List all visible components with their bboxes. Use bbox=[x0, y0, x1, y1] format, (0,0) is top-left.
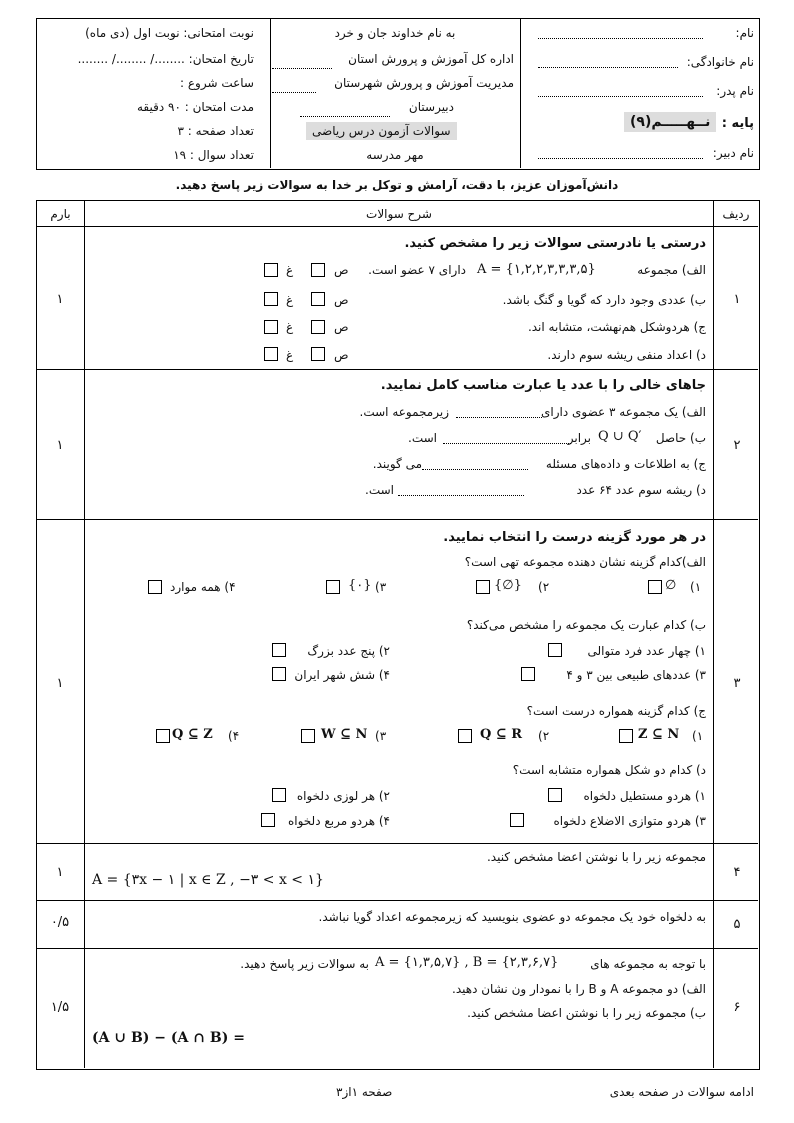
exam-question-count: تعداد سوال : ۱۹ bbox=[173, 148, 254, 162]
q3-a-opt4: ۴) همه موارد bbox=[170, 580, 236, 594]
q3-b-question: ب) کدام عبارت یک مجموعه را مشخص می‌کند؟ bbox=[466, 618, 706, 632]
q3-c-opt3-num: ۳) bbox=[375, 729, 387, 743]
q1-score: ۱ bbox=[56, 292, 64, 307]
exam-session: نوبت امتحانی: نوبت اول (دی ماه) bbox=[85, 26, 254, 40]
q3-c-opt2-math: Q ⊆ R bbox=[480, 727, 523, 742]
q2-b-blank[interactable] bbox=[443, 435, 571, 444]
q1-c-true-label: ص bbox=[334, 320, 349, 334]
q3-c-opt4-num: ۴) bbox=[228, 729, 240, 743]
q4-math: A = {۳x − ۱ | x ∈ Z , −۳ < x < ۱} bbox=[92, 872, 324, 888]
q1-a-set: A = {۱,۲,۲,۳,۳,۳,۵} bbox=[477, 262, 596, 277]
name-label: نام: bbox=[735, 26, 754, 40]
q3-c-opt1-math: Z ⊆ N bbox=[638, 727, 680, 742]
q2-b-post: است. bbox=[408, 431, 437, 445]
q3-c-opt2-checkbox[interactable] bbox=[458, 729, 472, 743]
q3-c-opt4-math: Q ⊆ Z bbox=[172, 727, 213, 742]
footer-page: صفحه ۱از۳ bbox=[336, 1085, 393, 1099]
footer-continue: ادامه سوالات در صفحه بعدی bbox=[609, 1085, 754, 1099]
q5-number: ۵ bbox=[733, 917, 741, 932]
q6-number: ۶ bbox=[733, 1000, 741, 1015]
q3-b-opt2: ۲) پنج عدد بزرگ bbox=[307, 644, 390, 658]
q3-c-opt4-checkbox[interactable] bbox=[156, 729, 170, 743]
q4-text: مجموعه زیر را با نوشتن اعضا مشخص کنید. bbox=[486, 850, 706, 864]
q3-b-opt2-checkbox[interactable] bbox=[272, 643, 286, 657]
q6-math: (A ∪ B) − (A ∩ B) = bbox=[92, 1030, 245, 1046]
family-label: نام خانوادگی: bbox=[686, 55, 754, 69]
q6-text-pre: با توجه به مجموعه های bbox=[590, 957, 706, 971]
q1-c-false-label: غ bbox=[286, 320, 294, 334]
q3-number: ۳ bbox=[733, 676, 741, 691]
q2-d-blank[interactable] bbox=[398, 487, 524, 496]
q5-text: به دلخواه خود یک مجموعه دو عضوی بنویسید که زیرمجموعه اعداد گویا نباشد. bbox=[318, 910, 706, 924]
q2-title: جاهای خالی را با عدد یا عبارت مناسب کامل نمایید. bbox=[380, 378, 706, 393]
q2-a-blank[interactable] bbox=[456, 409, 542, 418]
q2-c-blank[interactable] bbox=[422, 461, 528, 470]
q2-d-post: است. bbox=[365, 483, 394, 497]
q3-d-opt4-checkbox[interactable] bbox=[261, 813, 275, 827]
intro-text: دانش‌آموزان عزیز، با دقت، آرامش و توکل بر خدا به سوالات زیر پاسخ دهید. bbox=[175, 178, 619, 192]
q1-a-false-checkbox[interactable] bbox=[264, 263, 278, 277]
q3-a-opt1-math: ∅ bbox=[665, 578, 677, 593]
q3-d-opt1-checkbox[interactable] bbox=[548, 788, 562, 802]
q6-text-math: A = {۱,۳,۵,۷} , B = {۲,۳,۶,۷} bbox=[375, 955, 559, 970]
q3-d-opt2-checkbox[interactable] bbox=[272, 788, 286, 802]
q6-a: الف) دو مجموعه A و B را با نمودار ون نشان دهید. bbox=[452, 982, 706, 996]
header-province: اداره کل آموزش و پرورش استان bbox=[348, 52, 514, 66]
header-city: مدیریت آموزش و پرورش شهرستان bbox=[334, 76, 514, 90]
q3-c-question: ج) کدام گزینه همواره درست است؟ bbox=[526, 704, 706, 718]
col-header-score: بارم bbox=[50, 207, 71, 221]
father-field[interactable] bbox=[538, 88, 703, 97]
q3-d-question: د) کدام دو شکل همواره متشابه است؟ bbox=[512, 763, 706, 777]
grade-label: پایه : bbox=[721, 116, 754, 131]
q1-a-false-label: غ bbox=[286, 263, 294, 277]
q3-a-opt1-num: ۱) bbox=[690, 580, 702, 594]
q2-b-math: Q ∪ Q′ bbox=[598, 429, 642, 444]
q3-d-opt2: ۲) هر لوزی دلخواه bbox=[296, 789, 390, 803]
q6-text-post: به سوالات زیر پاسخ دهید. bbox=[240, 957, 369, 971]
q3-a-opt2-num: ۲) bbox=[538, 580, 550, 594]
col-header-desc: شرح سوالات bbox=[366, 207, 432, 221]
q3-b-opt1: ۱) چهار عدد فرد متوالی bbox=[587, 644, 706, 658]
q1-d: د) اعداد منفی ریشه سوم دارند. bbox=[547, 348, 706, 362]
q1-title: درستی یا نادرستی سوالات زیر را مشخص کنید. bbox=[404, 236, 706, 251]
col-header-row: ردیف bbox=[722, 207, 750, 221]
header-stamp: مهر مدرسه bbox=[366, 148, 424, 162]
q3-a-opt3-math: {۰} bbox=[348, 578, 372, 593]
teacher-label: نام دبیر: bbox=[712, 146, 754, 160]
q1-b-true-checkbox[interactable] bbox=[311, 292, 325, 306]
q3-a-opt3-num: ۳) bbox=[375, 580, 387, 594]
q3-a-opt1-checkbox[interactable] bbox=[648, 580, 662, 594]
q3-b-opt4-checkbox[interactable] bbox=[272, 667, 286, 681]
q1-d-true-checkbox[interactable] bbox=[311, 347, 325, 361]
q1-a-pre: الف) مجموعه bbox=[637, 263, 706, 277]
q3-d-opt4: ۴) هردو مربع دلخواه bbox=[287, 814, 390, 828]
q3-a-opt3-checkbox[interactable] bbox=[326, 580, 340, 594]
q3-c-opt3-math: W ⊆ N bbox=[321, 727, 368, 742]
q6-score: ۱/۵ bbox=[50, 1000, 70, 1015]
q5-score: ۰/۵ bbox=[50, 915, 70, 930]
q3-score: ۱ bbox=[56, 676, 64, 691]
q3-b-opt3-checkbox[interactable] bbox=[521, 667, 535, 681]
q3-c-opt1-checkbox[interactable] bbox=[619, 729, 633, 743]
q2-c-post: می گویند. bbox=[372, 457, 422, 471]
q3-c-opt2-num: ۲) bbox=[538, 729, 550, 743]
q2-d-pre: د) ریشه سوم عدد ۶۴ عدد bbox=[576, 483, 706, 497]
exam-duration: مدت امتحان : ۹۰ دقیقه bbox=[136, 100, 254, 114]
q3-d-opt1: ۱) هردو مستطیل دلخواه bbox=[583, 789, 706, 803]
q6-b: ب) مجموعه زیر را با نوشتن اعضا مشخص کنید. bbox=[467, 1006, 706, 1020]
q1-a-true-checkbox[interactable] bbox=[311, 263, 325, 277]
grade-value: نــهـــــم(۹) bbox=[624, 112, 716, 132]
q1-b-false-label: غ bbox=[286, 293, 294, 307]
q1-d-true-label: ص bbox=[334, 348, 349, 362]
q3-a-opt2-checkbox[interactable] bbox=[476, 580, 490, 594]
q1-b-true-label: ص bbox=[334, 293, 349, 307]
q2-a-post: زیرمجموعه است. bbox=[359, 405, 449, 419]
q3-a-opt2-math: {∅} bbox=[494, 578, 522, 593]
q3-a-opt4-checkbox[interactable] bbox=[148, 580, 162, 594]
father-label: نام پدر: bbox=[716, 84, 754, 98]
q1-a-post: دارای ۷ عضو است. bbox=[368, 263, 466, 277]
q2-number: ۲ bbox=[733, 438, 741, 453]
q2-c-pre: ج) به اطلاعات و داده‌های مسئله bbox=[545, 457, 706, 471]
q3-d-opt3: ۳) هردو متوازی الاضلاع دلخواه bbox=[553, 814, 706, 828]
q3-c-opt3-checkbox[interactable] bbox=[301, 729, 315, 743]
q1-a-true-label: ص bbox=[334, 263, 349, 277]
name-field[interactable] bbox=[538, 30, 703, 39]
q3-a-question: الف)کدام گزینه نشان دهنده مجموعه تهی است؟ bbox=[464, 555, 706, 569]
q2-b-mid: برابر bbox=[567, 431, 591, 445]
q3-d-opt3-checkbox[interactable] bbox=[510, 813, 524, 827]
header-basmala: به نام خداوند جان و خرد bbox=[334, 26, 456, 40]
exam-page-count: تعداد صفحه : ۳ bbox=[177, 124, 254, 138]
q1-c: ج) هردوشکل هم‌نهشت، متشابه اند. bbox=[527, 320, 706, 334]
q3-b-opt4: ۴) شش شهر ایران bbox=[294, 668, 390, 682]
q3-title: در هر مورد گزینه درست را انتخاب نمایید. bbox=[443, 530, 706, 545]
q3-b-opt3: ۳) عددهای طبیعی بین ۳ و ۴ bbox=[566, 668, 706, 682]
exam-date: تاریخ امتحان: ......../ ......../ ........ bbox=[77, 52, 254, 66]
q1-b: ب) عددی وجود دارد که گویا و گنگ باشد. bbox=[502, 293, 706, 307]
q1-d-false-label: غ bbox=[286, 348, 294, 362]
family-field[interactable] bbox=[538, 59, 678, 68]
q3-c-opt1-num: ۱) bbox=[692, 729, 704, 743]
header-school: دبیرستان bbox=[408, 100, 454, 114]
q1-c-false-checkbox[interactable] bbox=[264, 320, 278, 334]
q1-b-false-checkbox[interactable] bbox=[264, 292, 278, 306]
q3-b-opt1-checkbox[interactable] bbox=[548, 643, 562, 657]
header-exam-title: سوالات آزمون درس ریاضی bbox=[306, 122, 457, 140]
q1-d-false-checkbox[interactable] bbox=[264, 347, 278, 361]
exam-start-time: ساعت شروع : bbox=[180, 76, 254, 90]
q2-b-pre: ب) حاصل bbox=[655, 431, 706, 445]
q2-a-pre: الف) یک مجموعه ۳ عضوی دارای bbox=[541, 405, 706, 419]
q4-number: ۴ bbox=[733, 865, 741, 880]
q2-score: ۱ bbox=[56, 438, 64, 453]
teacher-field[interactable] bbox=[538, 150, 703, 159]
q1-c-true-checkbox[interactable] bbox=[311, 320, 325, 334]
q1-number: ۱ bbox=[733, 292, 741, 307]
q4-score: ۱ bbox=[56, 865, 64, 880]
